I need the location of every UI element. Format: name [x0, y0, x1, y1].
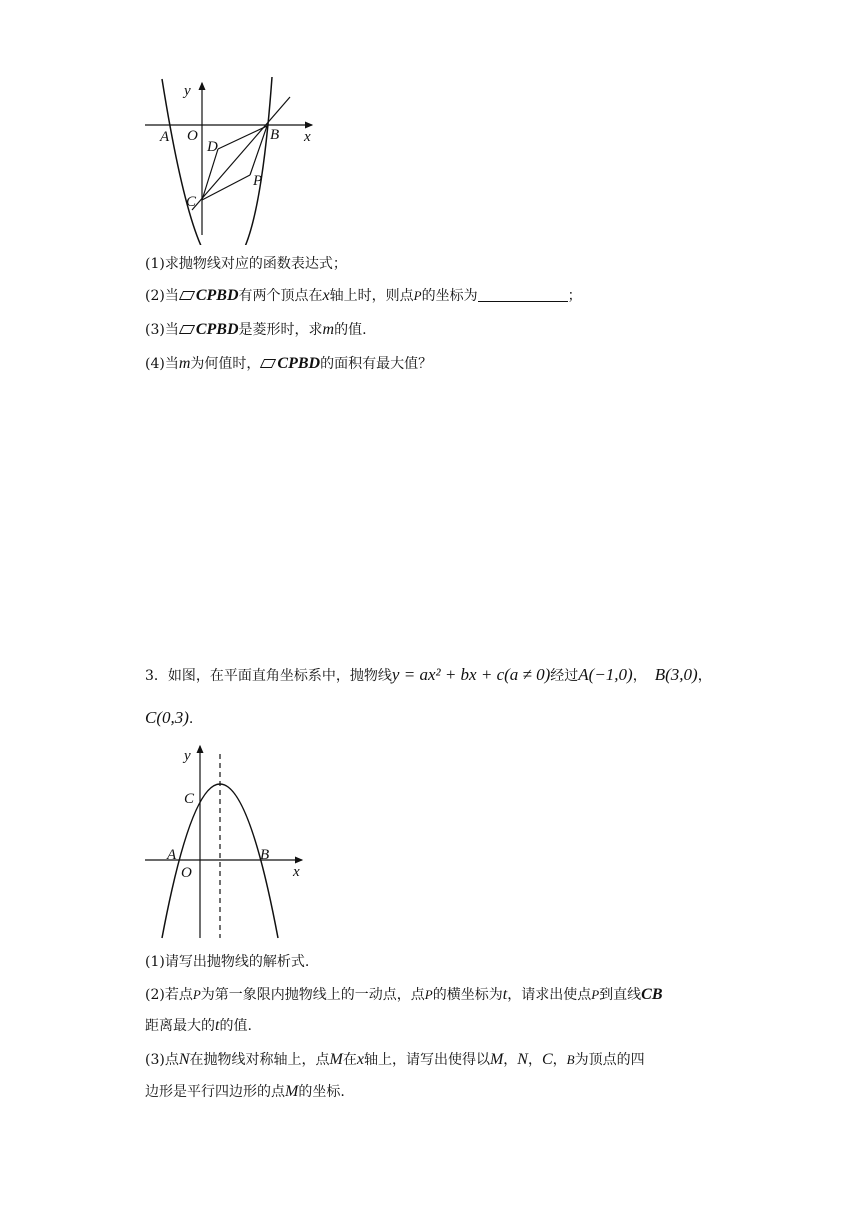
q3-intro-line2: C(0,3).	[145, 708, 194, 727]
point-a-label: A	[167, 847, 177, 863]
parallelogram-icon	[260, 359, 276, 368]
y-axis-label: y	[184, 83, 191, 99]
point-a-label: A	[160, 129, 170, 145]
q3-part3: (3)点N在抛物线对称轴上，点M在x轴上，请写出使得以M，N，C，B为顶点的四	[145, 1051, 645, 1068]
q3-part2: (2)若点P为第一象限内抛物线上的一动点，点P的横坐标为t，请求出使点P到直线CB	[145, 986, 663, 1003]
q3-part3-line2: 边形是平行四边形的点M的坐标.	[145, 1083, 345, 1100]
q2-part4: (4)当m为何值时， CPBD的面积有最大值？	[145, 355, 433, 372]
q3-intro: 3．如图，在平面直角坐标系中，抛物线y = ax² + bx + c(a ≠ 0)经过A(−1,0)， B(3,0)，	[145, 665, 712, 684]
q3-part1: (1)请写出抛物线的解析式.	[145, 954, 310, 970]
q2-part1: (1)求抛物线对应的函数表达式；	[145, 256, 347, 272]
parallelogram-icon	[179, 325, 195, 334]
parallelogram-icon	[179, 291, 195, 300]
figure-2-parabola-abc	[140, 740, 310, 940]
answer-blank[interactable]	[478, 287, 568, 302]
point-b-label: B	[260, 847, 270, 863]
q2-part3: (3)当 CPBD是菱形时，求m的值.	[145, 321, 367, 338]
origin-label: O	[181, 865, 192, 881]
y-axis-label: y	[184, 748, 191, 764]
x-axis-label: x	[293, 864, 300, 880]
point-c-label: C	[184, 791, 195, 807]
q2-part2: (2)当 CPBD有两个顶点在x轴上时，则点P的坐标为 ；	[145, 287, 582, 304]
origin-label: O	[187, 128, 198, 144]
point-b-label: B	[270, 127, 280, 143]
figure-1-parabola-cpbd	[140, 75, 340, 245]
q3-part2-line2: 距离最大的t的值.	[145, 1017, 252, 1034]
x-axis-label: x	[304, 129, 311, 145]
parabola-curve	[162, 77, 272, 245]
point-d-label: D	[207, 139, 218, 155]
point-p-label: P	[253, 173, 263, 189]
point-c-label: C	[186, 194, 197, 210]
